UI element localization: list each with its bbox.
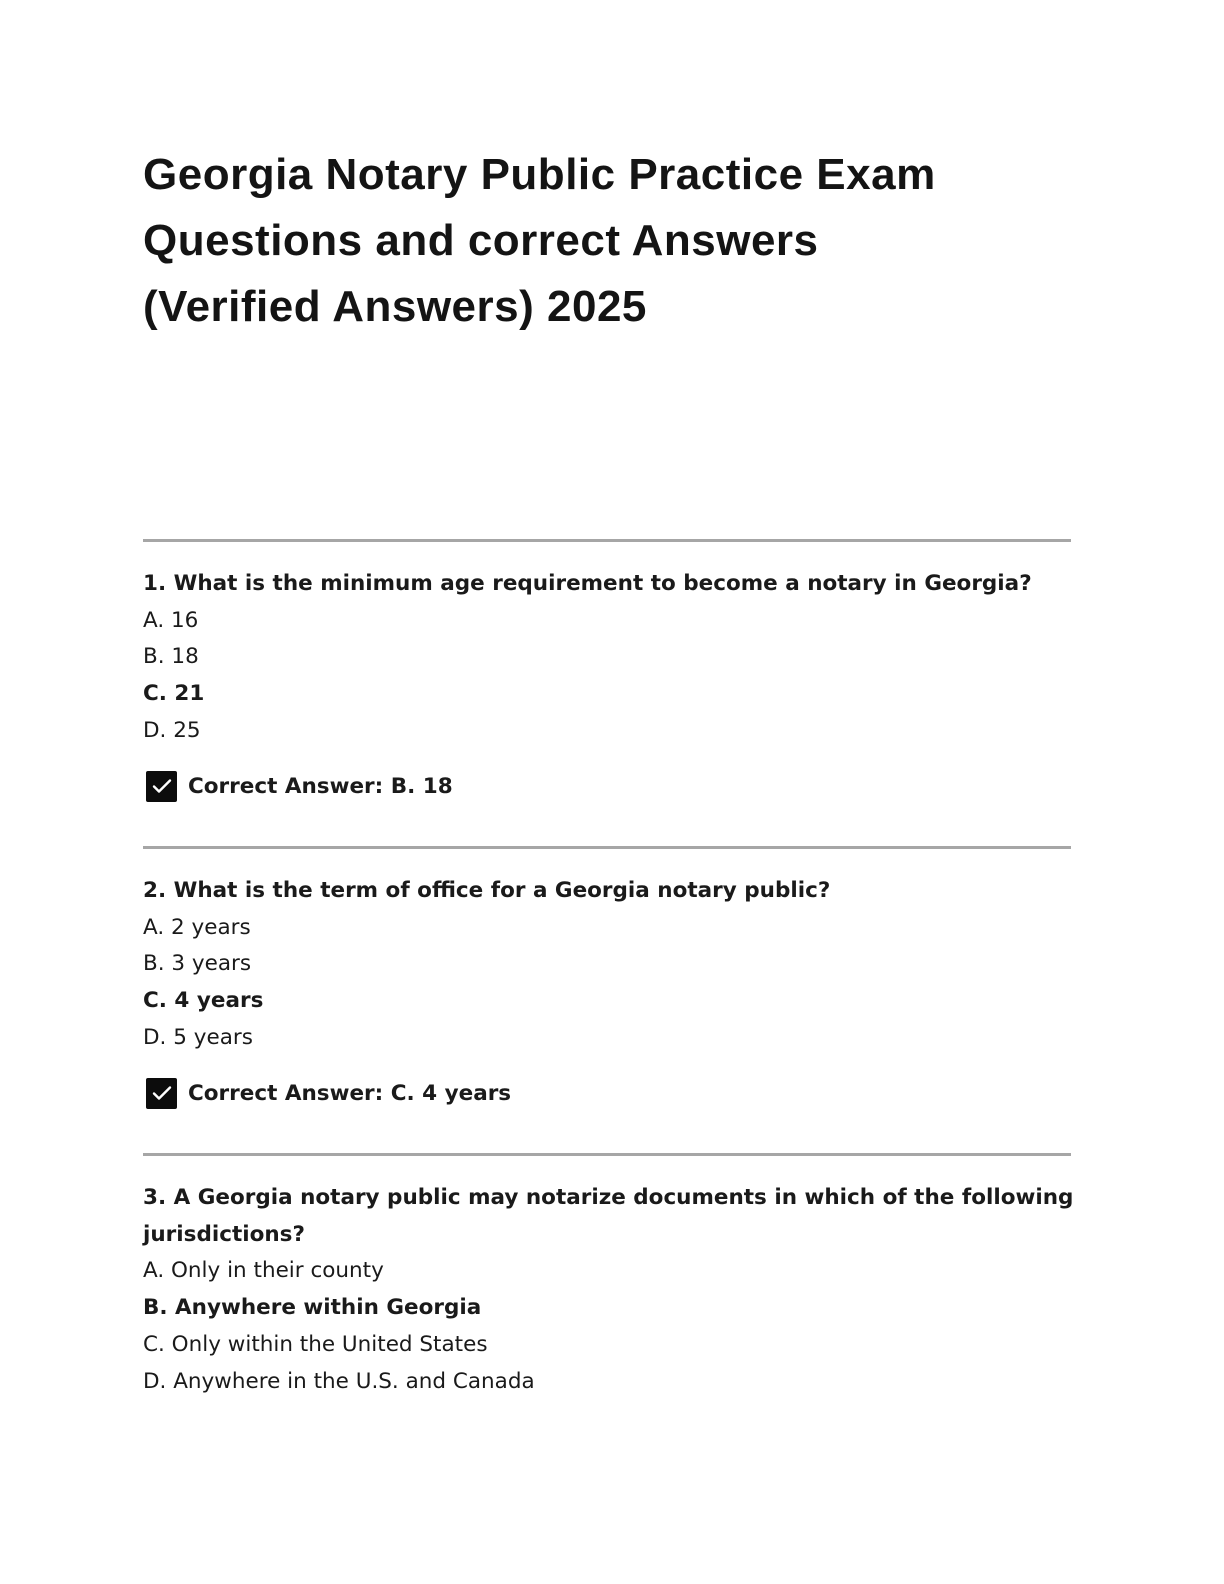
option-d: D. Anywhere in the U.S. and Canada <box>143 1368 535 1394</box>
question-2 <box>143 873 1071 1057</box>
question-text: 3. A Georgia notary public may notarize documents in which of the following jurisdictions? <box>143 1185 1074 1247</box>
option-a: A. 16 <box>143 607 199 633</box>
correct-answer-text: Correct Answer: C. 4 years <box>188 1080 512 1106</box>
option-c: C. 4 years <box>143 988 264 1014</box>
section-divider <box>143 1153 1071 1156</box>
question-1 <box>143 566 1071 750</box>
option-d: D. 5 years <box>143 1024 253 1050</box>
section-divider <box>143 539 1071 542</box>
option-b: B. 18 <box>143 644 199 670</box>
option-c: C. 21 <box>143 681 205 707</box>
correct-answer-1 <box>146 769 453 803</box>
option-d: D. 25 <box>143 717 201 743</box>
option-b: B. 3 years <box>143 951 252 977</box>
title-line: (Verified Answers) 2025 <box>143 282 647 331</box>
question-3 <box>143 1180 1074 1400</box>
title-line: Georgia Notary Public Practice Exam <box>143 150 936 199</box>
checkbox-checked-icon <box>146 771 177 802</box>
title-line: Questions and correct Answers <box>143 216 819 265</box>
option-a: A. 2 years <box>143 914 251 940</box>
option-c: C. Only within the United States <box>143 1331 488 1357</box>
section-divider <box>143 846 1071 849</box>
document-title <box>143 142 1071 340</box>
option-b: B. Anywhere within Georgia <box>143 1295 482 1321</box>
document-page <box>143 0 1074 1584</box>
checkbox-checked-icon <box>146 1078 177 1109</box>
correct-answer-text: Correct Answer: B. 18 <box>188 773 453 799</box>
option-a: A. Only in their county <box>143 1258 384 1284</box>
question-text: 2. What is the term of office for a Georgia notary public? <box>143 878 831 903</box>
question-text: 1. What is the minimum age requirement to become a notary in Georgia? <box>143 571 1032 596</box>
correct-answer-2 <box>146 1076 511 1110</box>
